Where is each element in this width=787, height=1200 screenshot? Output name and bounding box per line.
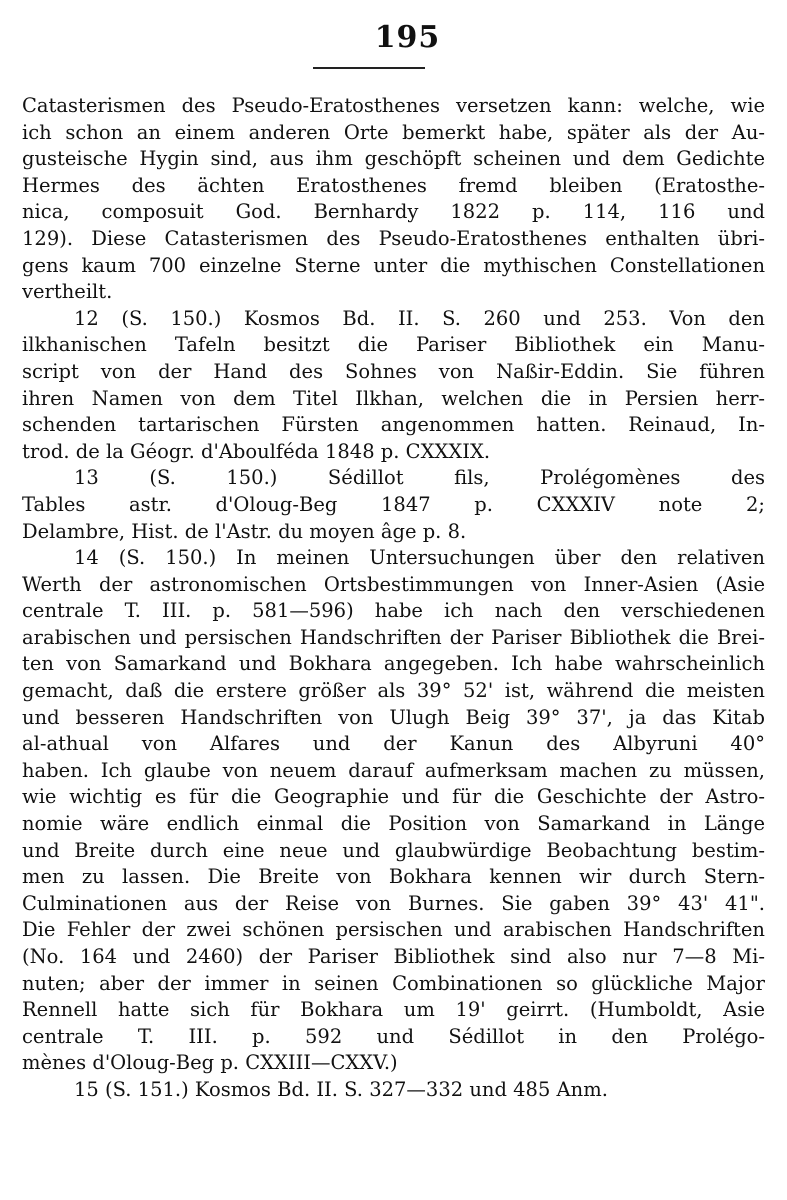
text-line: 13 (S. 150.) Sédillot fils, Prolégomènes des [74, 466, 765, 490]
text-line: (No. 164 und 2460) der Pariser Bibliothek sind also nur 7—8 Mi- [22, 945, 765, 968]
text-line: Rennell hatte sich für Bokhara um 19' geirrt. (Humboldt, Asie [22, 998, 765, 1022]
text-line: ich schon an einem anderen Orte bemerkt habe, später als der Au- [22, 120, 765, 144]
text-line: arabischen und persischen Handschriften der Pariser Bibliothek die Brei- [22, 625, 765, 649]
text-line: vertheilt. [22, 280, 113, 304]
text-line: schenden tartarischen Fürsten angenommen hatten. Reinaud, In- [22, 413, 765, 437]
text-line: mènes d'Oloug-Beg p. CXXIII—CXXV.) [22, 1051, 398, 1075]
text-line: ihren Namen von dem Titel Ilkhan, welchen die in Persien herr- [22, 386, 765, 410]
text-line: Culminationen aus der Reise von Burnes. Sie gaben 39° 43' 41". [22, 891, 765, 915]
text-line: Delambre, Hist. de l'Astr. du moyen âge p. 8. [22, 519, 467, 543]
text-line: Catasterismen des Pseudo-Eratosthenes versetzen kann: welche, wie [22, 94, 765, 117]
text-line: 15 (S. 151.) Kosmos Bd. II. S. 327—332 und 485 Anm. [74, 1077, 608, 1101]
text-line: men zu lassen. Die Breite von Bokhara kennen wir durch Stern- [22, 865, 765, 889]
text-line: Tables astr. d'Oloug-Beg 1847 p. CXXXIV note 2; [22, 492, 765, 516]
text-line: wie wichtig es für die Geographie und für die Geschichte der Astro- [22, 785, 765, 809]
text-line: und Breite durch eine neue und glaubwürdige Beobachtung bestim- [22, 838, 765, 862]
text-line: centrale T. III. p. 592 und Sédillot in den Prolégo- [22, 1024, 765, 1048]
text-line: 14 (S. 150.) In meinen Untersuchungen über den relativen [74, 546, 765, 570]
text-line: ilkhanischen Tafeln besitzt die Pariser Bibliothek ein Manu- [22, 333, 765, 357]
text-line: und besseren Handschriften von Ulugh Beig 39° 37', ja das Kitab [22, 705, 765, 729]
text-line: Hermes des ächten Eratosthenes fremd bleiben (Eratosthe- [22, 173, 765, 197]
header-rule [313, 67, 425, 69]
text-line: nomie wäre endlich einmal die Position von Samarkand in Länge [22, 812, 765, 836]
text-line: gusteische Hygin sind, aus ihm geschöpft scheinen und dem Gedichte [22, 147, 765, 171]
text-line: ten von Samarkand und Bokhara angegeben. Ich habe wahrscheinlich [22, 652, 765, 676]
text-line: gens kaum 700 einzelne Sterne unter die mythischen Constellationen [22, 253, 765, 277]
text-line: al-athual von Alfares und der Kanun des Albyruni 40° [22, 732, 765, 756]
text-line: Werth der astronomischen Ortsbestimmungen von Inner-Asien (Asie [22, 572, 765, 596]
text-line: nica, composuit God. Bernhardy 1822 p. 114, 116 und [22, 200, 765, 224]
text-line: nuten; aber der immer in seinen Combinationen so glückliche Major [22, 971, 765, 995]
text-line: trod. de la Géogr. d'Aboulféda 1848 p. CXXXIX. [22, 439, 491, 463]
page-number: 195 [374, 20, 441, 55]
text-line: 129). Diese Catasterismen des Pseudo-Eratosthenes enthalten übri- [22, 226, 765, 250]
text-line: centrale T. III. p. 581—596) habe ich nach den verschiedenen [22, 599, 765, 623]
text-line: 12 (S. 150.) Kosmos Bd. II. S. 260 und 253. Von den [74, 306, 765, 330]
footnote-text-block [22, 93, 765, 1104]
text-line: haben. Ich glaube von neuem darauf aufmerksam machen zu müssen, [22, 758, 765, 782]
text-line: script von der Hand des Sohnes von Naßir-Eddin. Sie führen [22, 359, 765, 383]
text-line: Die Fehler der zwei schönen persischen und arabischen Handschriften [22, 918, 765, 942]
text-line: gemacht, daß die erstere größer als 39° 52' ist, während die meisten [22, 679, 765, 703]
